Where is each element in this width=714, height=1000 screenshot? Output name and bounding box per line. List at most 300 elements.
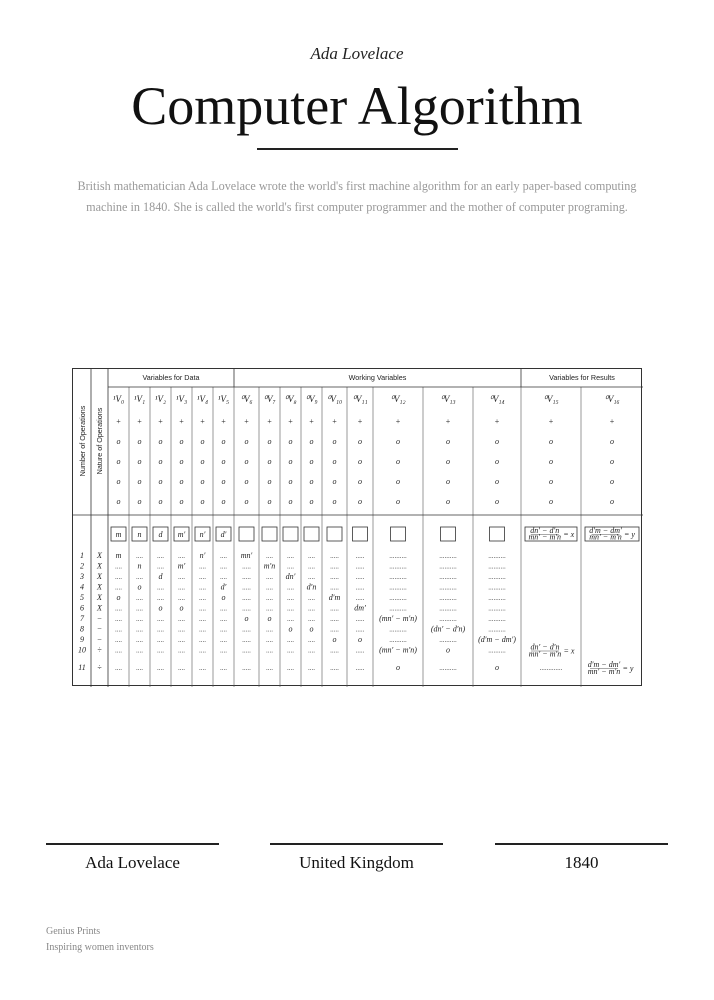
variable-name: ⁰V₁₂ (390, 394, 406, 404)
operation-number: 6 (80, 603, 84, 613)
value-cell: o (446, 497, 450, 506)
operation-dots: .... (287, 615, 294, 623)
operation-dots: .... (178, 573, 185, 581)
footer-rule-name (46, 843, 219, 845)
operation-number: 7 (80, 614, 84, 623)
operation-dots: ..... (330, 625, 339, 634)
value-cell: o (610, 457, 614, 466)
operation-nature: X (97, 582, 102, 592)
value-cell: o (200, 497, 205, 506)
operation-dots: .... (308, 664, 315, 672)
operation-dots: ..... (355, 594, 365, 602)
operation-dots: .... (136, 552, 143, 560)
operation-dots: .... (115, 583, 122, 592)
variable-name: ⁰V₁₆ (604, 394, 620, 404)
result-denominator: mn′ − m′n (589, 532, 622, 542)
value-cell: o (244, 457, 249, 466)
value-cell: o (244, 437, 249, 446)
value-cell: o (396, 477, 400, 486)
operation-dots: .......... (439, 583, 457, 592)
operation-dots: .... (220, 625, 227, 634)
result-op-numerator: d′m − dm′ (587, 660, 621, 669)
operation-dots: .... (266, 573, 273, 581)
variable-box (304, 527, 319, 541)
algorithm-table-drawing (73, 369, 643, 687)
value-cell: o (288, 497, 293, 506)
side-label-nature: Nature of Operations (95, 407, 104, 475)
operation-dots: .... (287, 583, 294, 592)
operation-dots: .... (136, 604, 143, 613)
variable-name: ⁰V₁₃ (440, 394, 456, 404)
operation-nature: − (96, 614, 103, 623)
value-cell: o (200, 457, 205, 466)
value-cell: o (446, 477, 450, 486)
operation-dots: .... (157, 562, 164, 571)
operation-dots: ..... (330, 615, 339, 623)
variable-name: ⁰V₁₅ (543, 394, 559, 404)
value-cell: o (158, 497, 163, 506)
variable-box (283, 527, 298, 541)
side-label-number: Number of Operations (78, 405, 87, 477)
data-box-label: m (115, 530, 122, 539)
operation-dots: .......... (439, 573, 457, 581)
operation-dots: .... (178, 594, 185, 602)
operation-dots: .... (266, 646, 273, 655)
operation-cell: o (396, 663, 400, 672)
operation-dots: .... (220, 636, 227, 644)
operation-nature: ÷ (97, 663, 102, 672)
operation-dots: .... (157, 664, 164, 672)
operation-dots: .... (199, 646, 206, 655)
variable-box (239, 527, 254, 541)
operation-dots: .......... (389, 573, 407, 581)
value-cell: + (494, 417, 500, 426)
operation-dots: .... (220, 604, 227, 613)
operation-cell: mn′ (240, 551, 253, 560)
page-title: Computer Algorithm (131, 76, 583, 136)
operation-dots: .......... (439, 552, 457, 560)
operation-cell: o (137, 582, 142, 592)
operation-dots: ..... (242, 583, 251, 592)
operation-dots: ..... (242, 625, 251, 634)
value-cell: o (309, 477, 314, 486)
data-box-label: d′ (220, 530, 227, 539)
operation-dots: .......... (439, 636, 457, 644)
value-cell: o (549, 457, 553, 466)
operation-cell: dm′ (354, 603, 366, 613)
operation-dots: ..... (355, 664, 365, 672)
operation-dots: ..... (355, 573, 365, 581)
operation-dots: .... (136, 573, 143, 581)
value-cell: + (136, 417, 143, 426)
operation-dots: .......... (439, 615, 457, 623)
operation-dots: .... (157, 583, 164, 592)
value-cell: + (178, 417, 185, 426)
operation-dots: ..... (355, 625, 365, 634)
author-name: Ada Lovelace (310, 44, 404, 63)
footer-name: Ada Lovelace (85, 853, 180, 872)
operation-dots: .......... (488, 583, 506, 592)
value-cell: o (446, 437, 450, 446)
operation-dots: .......... (439, 664, 457, 672)
result-equals: = x (563, 530, 575, 539)
operation-dots: .... (178, 552, 185, 560)
result-equals: = y (624, 530, 635, 539)
brand-name: Genius Prints (46, 926, 101, 937)
operation-dots: .......... (389, 625, 407, 634)
operation-dots: .... (199, 573, 206, 581)
operation-dots: .... (287, 664, 294, 672)
value-cell: o (116, 457, 121, 466)
operation-cell: o (358, 635, 362, 644)
value-cell: + (609, 417, 615, 426)
operation-dots: .... (157, 646, 164, 655)
operation-nature: X (97, 551, 102, 560)
operation-dots: .... (115, 646, 122, 655)
value-cell: o (396, 437, 400, 446)
value-cell: o (332, 457, 337, 466)
value-cell: o (610, 477, 614, 486)
operation-dots: .... (136, 636, 143, 644)
operation-dots: .......... (488, 625, 506, 634)
operation-dots: .... (157, 636, 164, 644)
value-cell: o (495, 497, 499, 506)
operation-number: 5 (80, 593, 84, 602)
operation-dots: .......... (389, 604, 407, 613)
operation-dots: .... (199, 636, 206, 644)
value-cell: o (137, 497, 142, 506)
value-cell: o (244, 497, 249, 506)
operation-nature: X (97, 572, 102, 581)
value-cell: o (610, 497, 614, 506)
data-box-label: n (137, 530, 142, 539)
footer-rule-country (270, 843, 443, 845)
operation-dots: .... (157, 625, 164, 634)
operation-dots: ..... (242, 636, 251, 644)
operation-cell: m (115, 551, 122, 560)
variable-name: ¹V₁ (133, 394, 146, 404)
value-cell: o (309, 457, 314, 466)
value-cell: o (116, 497, 121, 506)
operation-dots: ..... (355, 562, 365, 571)
value-cell: + (548, 417, 554, 426)
value-cell: o (137, 477, 142, 486)
operation-cell: n (137, 561, 142, 571)
operation-dots: .... (199, 615, 206, 623)
algorithm-table (72, 368, 642, 686)
operation-dots: .......... (488, 615, 506, 623)
value-cell: + (266, 417, 273, 426)
operation-dots: .... (199, 594, 206, 602)
value-cell: o (116, 477, 121, 486)
operation-dots: .... (287, 636, 294, 644)
operation-dots: .... (157, 615, 164, 623)
value-cell: o (244, 477, 249, 486)
operation-nature: − (96, 624, 103, 634)
operation-cell: d′m (328, 593, 341, 602)
value-cell: o (358, 437, 362, 446)
variable-name: ⁰V₁₄ (489, 394, 505, 404)
operation-dots: .......... (488, 594, 506, 602)
value-cell: o (610, 437, 614, 446)
operation-cell: (d′m − dm′) (478, 635, 516, 644)
operation-dots: ..... (242, 646, 251, 655)
operation-cell: (dn′ − d′n) (430, 624, 466, 634)
operation-dots: .......... (389, 552, 407, 560)
operation-dots: .... (136, 594, 143, 602)
operation-dots: .... (266, 594, 273, 602)
variable-name: ¹V₅ (217, 394, 230, 404)
value-cell: + (199, 417, 206, 426)
value-cell: + (243, 417, 250, 426)
operation-dots: .... (199, 583, 206, 592)
value-cell: o (158, 457, 163, 466)
operation-dots: .......... (389, 562, 407, 571)
operation-cell: o (288, 624, 293, 634)
operation-dots: .... (157, 552, 164, 560)
value-cell: o (549, 497, 553, 506)
value-cell: + (115, 417, 122, 426)
operation-dots: .... (178, 625, 185, 634)
operation-dots: .... (308, 552, 315, 560)
variable-box (391, 527, 406, 541)
operation-cell: n′ (199, 551, 206, 560)
value-cell: o (396, 457, 400, 466)
operation-dots: .... (178, 664, 185, 672)
value-cell: o (358, 457, 362, 466)
value-cell: o (446, 457, 450, 466)
variable-box (327, 527, 342, 541)
operation-cell: o (267, 614, 272, 623)
operation-dots: .... (287, 594, 294, 602)
operation-dots: .......... (488, 646, 506, 655)
value-cell: o (549, 477, 553, 486)
operation-dots: ..... (330, 562, 339, 571)
operation-number: 9 (80, 635, 84, 644)
result-op-denominator: mn′ − m′n (528, 649, 562, 659)
operation-dots: .... (178, 615, 185, 623)
operation-cell: (mn′ − m′n) (379, 645, 417, 655)
group-heading: Variables for Data (142, 373, 200, 382)
value-cell: o (137, 457, 142, 466)
operation-number: 3 (80, 572, 84, 581)
operation-dots: .... (115, 604, 122, 613)
operation-number: 10 (78, 645, 86, 655)
operation-cell: o (244, 614, 249, 623)
operation-dots: .... (136, 615, 143, 623)
variable-name: ⁰V₆ (240, 394, 253, 404)
operation-dots: ..... (355, 646, 365, 655)
variable-name: ¹V₂ (154, 394, 167, 404)
operation-dots: .... (136, 664, 143, 672)
operation-dots: ..... (330, 664, 339, 672)
operation-dots: .... (266, 583, 273, 592)
value-cell: o (332, 437, 337, 446)
value-cell: o (221, 497, 226, 506)
operation-dots: .... (199, 562, 206, 571)
data-box-label: n′ (199, 530, 206, 539)
operation-dots: .... (136, 646, 143, 655)
operation-cell: dn′ (285, 572, 296, 581)
operation-dots: .... (220, 615, 227, 623)
operation-cell: o (446, 645, 450, 655)
operation-dots: .... (136, 625, 143, 634)
operation-dots: ..... (330, 604, 339, 613)
operation-cell: m′ (177, 561, 186, 571)
operation-cell: m′n (263, 561, 276, 571)
result-op-denominator: mn′ − m′n (587, 667, 621, 676)
value-cell: o (200, 477, 205, 486)
value-cell: o (495, 457, 499, 466)
variable-name: ⁰V₉ (305, 394, 318, 404)
operation-dots: .... (308, 594, 315, 602)
operation-dots: .... (115, 625, 122, 634)
operation-dots: .......... (389, 636, 407, 644)
value-cell: + (445, 417, 451, 426)
operation-dots: ..... (242, 594, 251, 602)
operation-dots: .... (115, 573, 122, 581)
description: British mathematician Ada Lovelace wrote the world's first machine algorithm for an early paper-based computing machine in 1840. She is called the world's first computer programmer and the mother of computer programing. (77, 179, 637, 214)
operation-number: 11 (78, 663, 86, 672)
operation-dots: .......... (488, 552, 506, 560)
value-cell: o (179, 457, 184, 466)
group-heading: Variables for Results (549, 373, 615, 382)
operation-nature: X (97, 603, 102, 613)
operation-dots: .......... (389, 594, 407, 602)
footer-country: United Kingdom (299, 853, 414, 872)
variable-name: ¹V₀ (112, 394, 125, 404)
operation-dots: .... (266, 664, 273, 672)
operation-dots: .......... (389, 583, 407, 592)
operation-dots: .... (266, 625, 273, 634)
operation-dots: .... (178, 583, 185, 592)
brand-tagline: Inspiring women inventors (46, 942, 154, 953)
operation-dots: .... (220, 573, 227, 581)
operation-dots: .... (308, 604, 315, 613)
value-cell: o (358, 497, 362, 506)
operation-cell: d (158, 572, 163, 581)
value-cell: o (309, 497, 314, 506)
value-cell: o (221, 437, 226, 446)
value-cell: + (357, 417, 363, 426)
operation-dots: .... (266, 636, 273, 644)
result-op-equals: = y (622, 664, 634, 673)
operation-dots: .... (308, 646, 315, 655)
operation-dots: .... (308, 615, 315, 623)
result-numerator: d′m − dm′ (589, 526, 622, 535)
value-cell: o (288, 457, 293, 466)
value-cell: o (267, 457, 272, 466)
value-cell: o (332, 497, 337, 506)
variable-box (262, 527, 277, 541)
value-cell: o (179, 437, 184, 446)
operation-cell: o (495, 663, 499, 672)
value-cell: o (221, 457, 226, 466)
result-denominator: mn′ − m′n (528, 532, 561, 542)
result-op-equals: = x (563, 646, 575, 656)
operation-cell: o (309, 624, 314, 634)
variable-name: ⁰V₇ (263, 394, 276, 404)
operation-nature: ÷ (97, 645, 102, 655)
value-cell: + (308, 417, 315, 426)
value-cell: o (288, 477, 293, 486)
value-cell: o (332, 477, 337, 486)
operation-dots: .... (287, 552, 294, 560)
value-cell: + (220, 417, 227, 426)
operation-cell: d′ (220, 582, 227, 592)
operation-dots: ..... (330, 552, 339, 560)
operation-dots: ..... (330, 646, 339, 655)
operation-dots: .... (308, 636, 315, 644)
operation-dots: .... (157, 594, 164, 602)
operation-dots: ..... (242, 562, 251, 571)
value-cell: o (309, 437, 314, 446)
group-heading: Working Variables (348, 373, 407, 382)
operation-dots: .... (266, 552, 273, 560)
operation-dots: .......... (488, 604, 506, 613)
value-cell: o (221, 477, 226, 486)
operation-cell: d′n (306, 582, 317, 592)
footer-year: 1840 (564, 853, 599, 872)
value-cell: o (179, 477, 184, 486)
result-numerator: dn′ − d′n (530, 526, 560, 535)
value-cell: o (288, 437, 293, 446)
variable-name: ¹V₃ (175, 394, 188, 404)
value-cell: o (116, 437, 121, 446)
variable-name: ⁰V₁₀ (326, 394, 343, 404)
operation-dots: .... (308, 562, 315, 571)
value-cell: o (495, 477, 499, 486)
value-cell: o (396, 497, 400, 506)
result-op-numerator: dn′ − d′n (530, 642, 560, 652)
operation-dots: ..... (355, 552, 365, 560)
operation-dots: .......... (439, 562, 457, 571)
operation-dots: ............. (539, 664, 563, 672)
operation-cell: (mn′ − m′n) (379, 614, 417, 623)
operation-dots: .... (115, 615, 122, 623)
operation-dots: ..... (330, 583, 339, 592)
operation-dots: .......... (439, 604, 457, 613)
operation-cell: o (332, 635, 337, 644)
operation-dots: .... (287, 562, 294, 571)
operation-number: 4 (80, 582, 84, 592)
operation-dots: .... (266, 604, 273, 613)
variable-name: ⁰V₈ (284, 394, 297, 404)
operation-cell: o (221, 593, 226, 602)
data-box-label: d (158, 530, 163, 539)
operation-cell: o (179, 603, 184, 613)
value-cell: + (157, 417, 164, 426)
operation-dots: .... (115, 562, 122, 571)
variable-box (490, 527, 505, 541)
value-cell: o (267, 497, 272, 506)
value-cell: o (137, 437, 142, 446)
value-cell: + (395, 417, 401, 426)
operation-dots: .... (287, 604, 294, 613)
operation-dots: .... (115, 664, 122, 672)
operation-dots: ..... (242, 573, 251, 581)
operation-dots: .......... (439, 594, 457, 602)
value-cell: o (179, 497, 184, 506)
value-cell: o (267, 477, 272, 486)
operation-number: 8 (80, 624, 84, 634)
value-cell: o (158, 477, 163, 486)
operation-number: 2 (80, 561, 84, 571)
operation-dots: .... (287, 646, 294, 655)
operation-dots: .... (199, 604, 206, 613)
value-cell: o (158, 437, 163, 446)
operation-nature: − (96, 635, 103, 644)
